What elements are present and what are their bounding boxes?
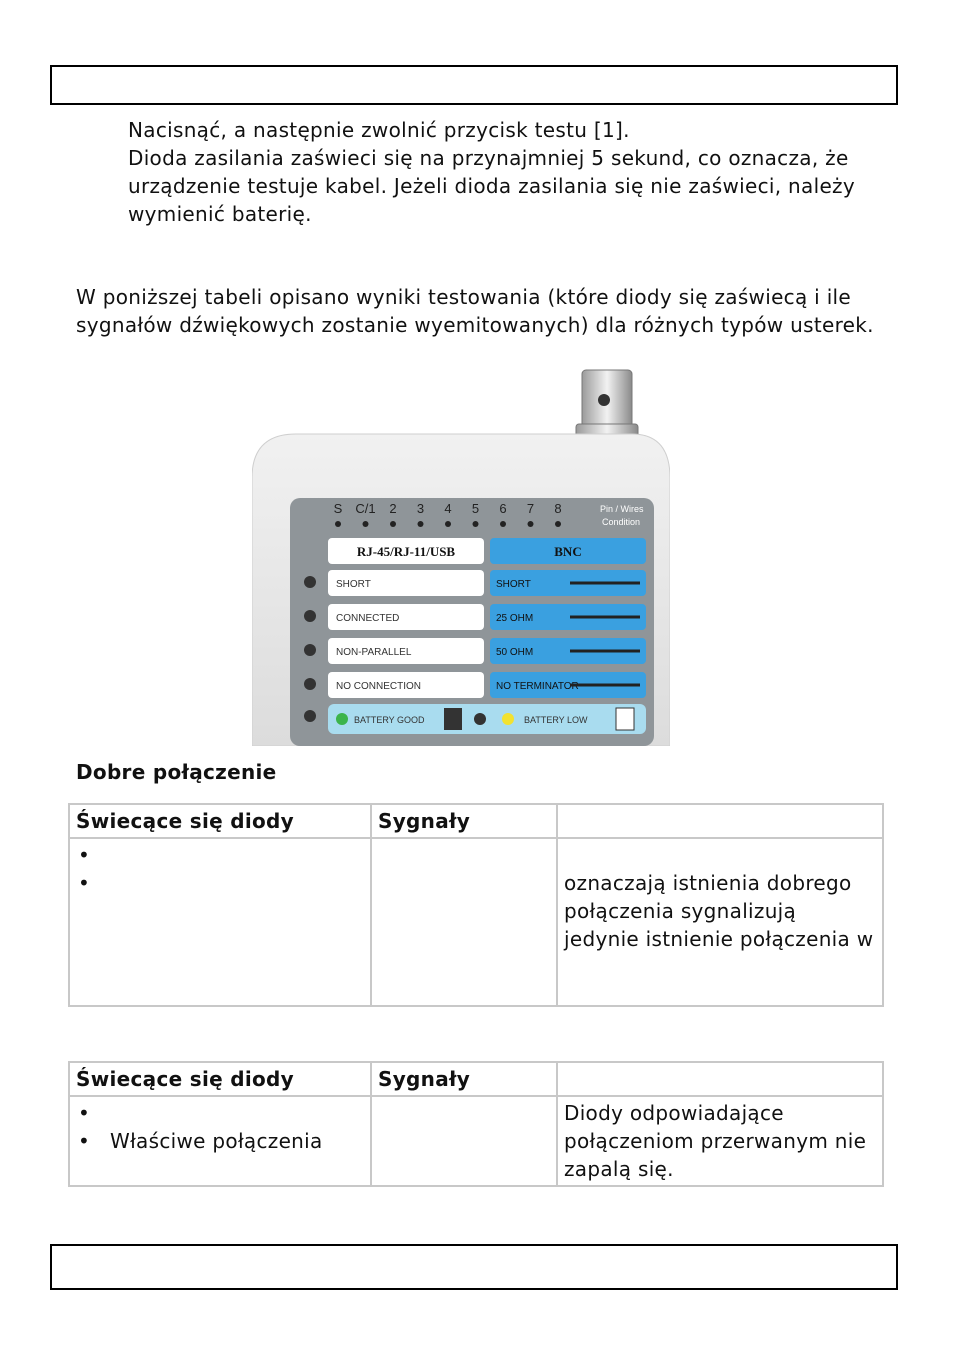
footer-frame [50, 1244, 898, 1290]
bnc-status-label: NO TERMINATOR [496, 681, 579, 692]
pin-led-icon [555, 521, 561, 527]
pin-label: 5 [471, 501, 480, 516]
pin-label: 8 [554, 501, 562, 516]
pin-led-icon [445, 521, 451, 527]
header-signals: Sygnały [371, 804, 557, 838]
header-leds: Świecące się diody [69, 1062, 371, 1096]
pin-label: 2 [389, 501, 397, 516]
description-cell: oznaczają istnienia dobrego połączenia sygnalizują jedynie istnienie połączenia w [557, 838, 883, 1006]
section-heading: Dobre połączenie [76, 760, 277, 784]
instruction-line-1: Nacisnąć, a następnie zwolnić przycisk testu [1]. [128, 118, 630, 142]
pin-led-icon [500, 521, 506, 527]
battery-icon [444, 708, 462, 730]
list-item: • Właściwe połączenia [76, 1127, 364, 1155]
header-description [557, 804, 883, 838]
row-led-icon [304, 610, 316, 622]
pin-led-icon [363, 521, 369, 527]
intro-paragraph: W poniższej tabeli opisano wyniki testowania (które diody się zaświecą i ile sygnałów dźwiękowych zostanie wyemitowanych) dla różnych typów usterek. [76, 285, 874, 337]
list-item [76, 869, 364, 897]
bnc-status-label: 25 OHM [496, 613, 534, 624]
leds-cell [69, 838, 371, 1006]
header-signals: Sygnały [371, 1062, 557, 1096]
instruction-line-2: Dioda zasilania zaświeci się na przynajmniej 5 sekund, co oznacza, że urządzenie testuje kabel. Jeżeli dioda zasilania się nie zaświeci, należy wymienić baterię. [128, 146, 855, 226]
header-leds: Świecące się diody [69, 804, 371, 838]
rj-status-label: NON-PARALLEL [336, 647, 412, 658]
battery-low-icon [616, 708, 634, 730]
signals-cell [371, 1096, 557, 1186]
instruction-paragraph [128, 116, 868, 228]
cable-tester-image [252, 368, 670, 746]
bnc-status-label: 50 OHM [496, 647, 534, 658]
pin-label: C/1 [355, 501, 376, 516]
rj-status-label: NO CONNECTION [336, 681, 421, 692]
list-item [76, 1099, 364, 1127]
pin-label: 3 [416, 501, 425, 516]
leds-cell [69, 1096, 371, 1186]
pin-led-icon [335, 521, 341, 527]
row-led-icon [304, 678, 316, 690]
rj-status-label: CONNECTED [336, 613, 400, 624]
pin-condition-label-1: Pin / Wires [600, 504, 644, 514]
pin-label: 4 [444, 501, 452, 516]
pin-led-icon [473, 521, 479, 527]
battery-low-led-icon [502, 713, 514, 725]
pin-led-icon [418, 521, 424, 527]
rj45-header: RJ-45/RJ-11/USB [356, 544, 456, 559]
bnc-status-label: SHORT [496, 579, 531, 590]
pin-led-icon [528, 521, 534, 527]
rj-status-label: SHORT [336, 579, 371, 590]
bnc-header: BNC [554, 544, 582, 559]
pin-label: 6 [499, 501, 507, 516]
pin-label: S [333, 501, 343, 516]
header-frame [50, 65, 898, 105]
battery-good-label: BATTERY GOOD [354, 715, 425, 725]
battery-good-led-icon [336, 713, 348, 725]
battery-low-label: BATTERY LOW [524, 715, 588, 725]
description-cell: Diody odpowiadające połączeniom przerwanym nie zapalą się. [557, 1096, 883, 1186]
results-table-good-connection [68, 803, 884, 1007]
header-description [557, 1062, 883, 1096]
row-led-icon [304, 576, 316, 588]
pin-led-icon [390, 521, 396, 527]
results-table-broken-connection [68, 1061, 884, 1187]
pin-condition-label-2: Condition [602, 517, 641, 527]
row-led-icon [304, 644, 316, 656]
signals-cell [371, 838, 557, 1006]
list-item [76, 841, 364, 869]
pin-label: 7 [526, 501, 535, 516]
